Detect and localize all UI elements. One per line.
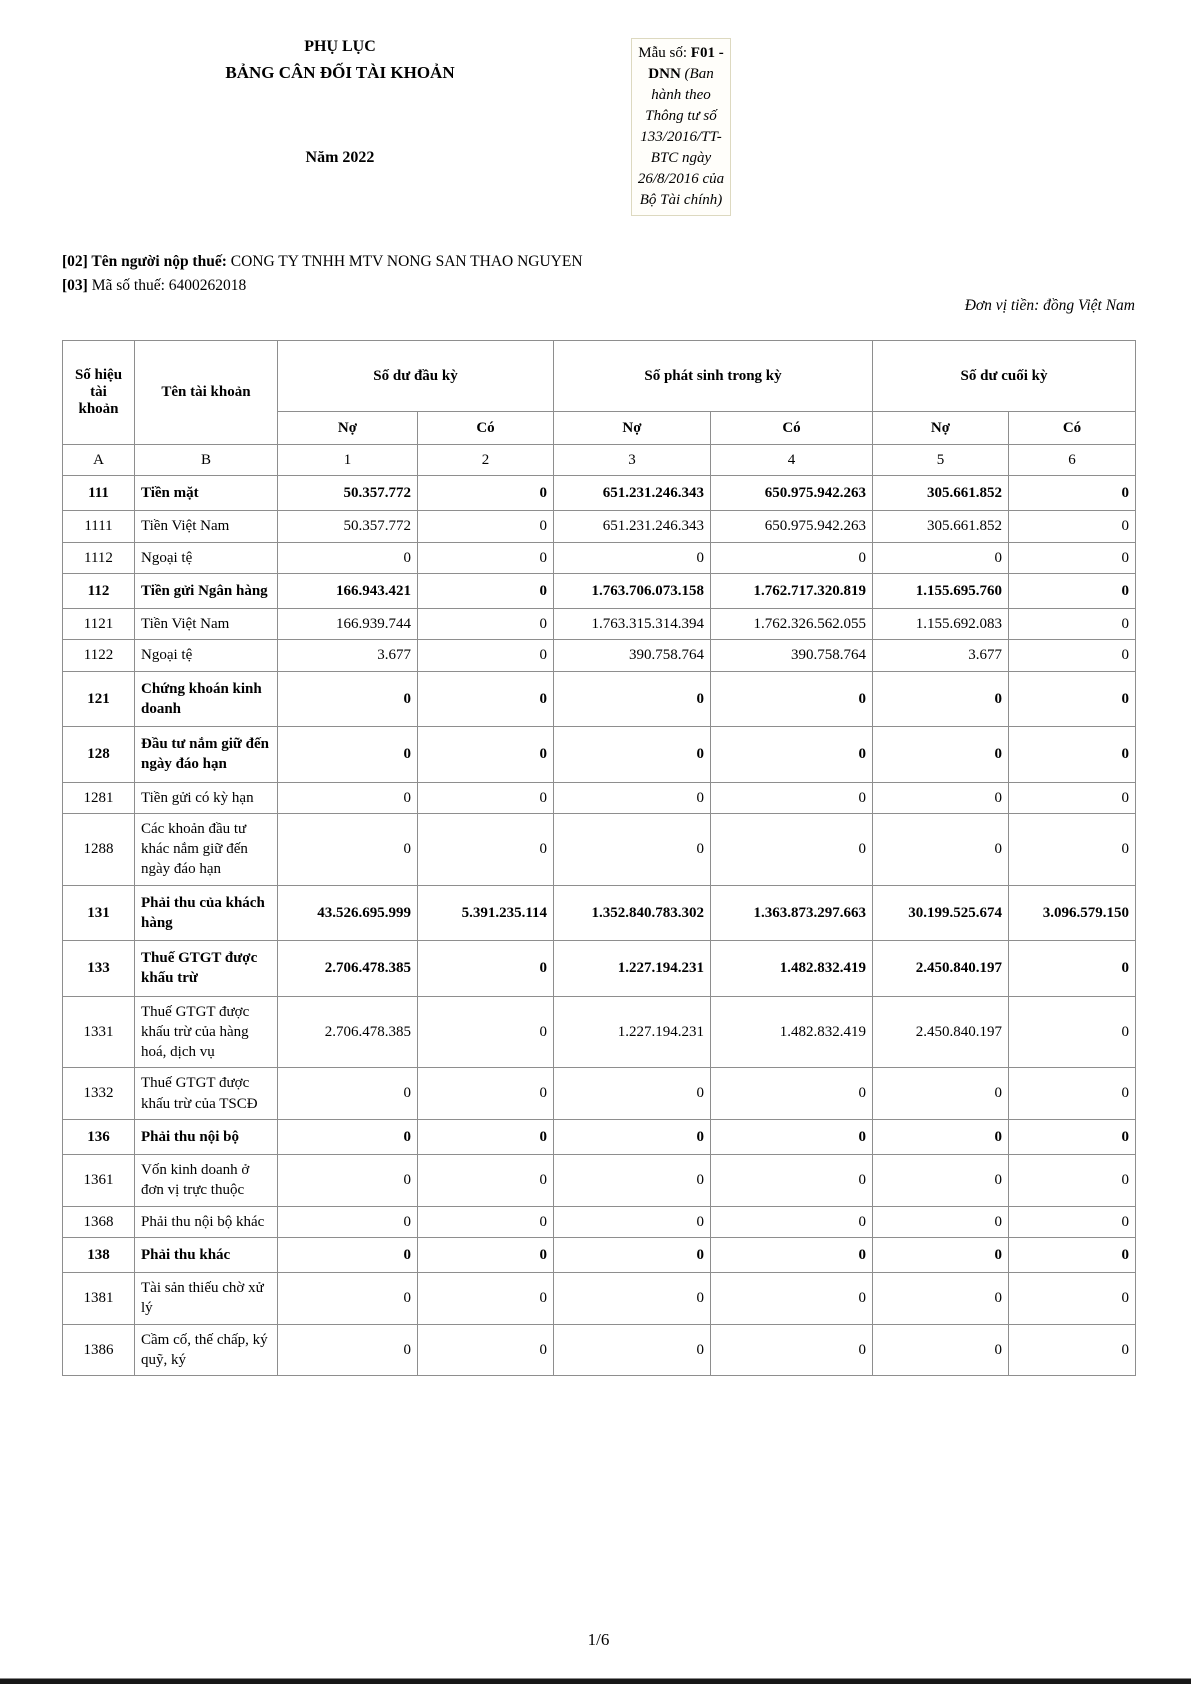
table-row — [63, 511, 1136, 542]
amount-cell: 0 — [873, 813, 1009, 885]
amount-cell: 0 — [418, 1273, 554, 1325]
amount-cell: 1.227.194.231 — [554, 941, 711, 997]
amount-cell: 3.677 — [873, 640, 1009, 671]
amount-cell: 0 — [711, 542, 873, 573]
amount-cell: 0 — [554, 1237, 711, 1272]
amount-cell: 0 — [1009, 1273, 1136, 1325]
column-index: 3 — [554, 445, 711, 476]
amount-cell: 0 — [418, 941, 554, 997]
amount-cell: 0 — [1009, 1237, 1136, 1272]
account-name-cell: Tiền gửi Ngân hàng — [135, 573, 278, 608]
table-row — [63, 1068, 1136, 1120]
amount-cell: 0 — [711, 727, 873, 783]
account-code-cell: 1361 — [63, 1155, 135, 1207]
tax-id-prefix: [03] — [62, 277, 92, 295]
amount-cell: 1.762.717.320.819 — [711, 573, 873, 608]
amount-cell: 0 — [1009, 1324, 1136, 1376]
amount-cell: 1.227.194.231 — [554, 996, 711, 1068]
amount-cell: 0 — [711, 1324, 873, 1376]
account-code-cell: 1121 — [63, 609, 135, 640]
amount-cell: 0 — [873, 671, 1009, 727]
account-table-body — [63, 476, 1136, 1376]
account-code-cell: 128 — [63, 727, 135, 783]
header-credit: Có — [1009, 412, 1136, 445]
amount-cell: 0 — [711, 671, 873, 727]
amount-cell: 0 — [873, 1068, 1009, 1120]
amount-cell: 0 — [1009, 609, 1136, 640]
account-code-cell: 1112 — [63, 542, 135, 573]
amount-cell: 0 — [278, 813, 418, 885]
account-code-cell: 1281 — [63, 782, 135, 813]
amount-cell: 0 — [873, 542, 1009, 573]
header-account-name: Tên tài khoản — [135, 341, 278, 445]
table-row — [63, 609, 1136, 640]
column-index: 1 — [278, 445, 418, 476]
account-code-cell: 1111 — [63, 511, 135, 542]
table-row — [63, 813, 1136, 885]
header-opening-balance: Số dư đầu kỳ — [278, 341, 554, 412]
amount-cell: 2.450.840.197 — [873, 996, 1009, 1068]
amount-cell: 0 — [554, 1273, 711, 1325]
amount-cell: 1.762.326.562.055 — [711, 609, 873, 640]
amount-cell: 0 — [278, 727, 418, 783]
amount-cell: 0 — [278, 1068, 418, 1120]
account-name-cell: Chứng khoán kinh doanh — [135, 671, 278, 727]
tax-id-value: Mã số thuế: 6400262018 — [91, 277, 247, 295]
report-year: Năm 2022 — [305, 149, 375, 166]
amount-cell: 0 — [418, 640, 554, 671]
account-name-cell: Phải thu nội bộ khác — [135, 1206, 278, 1237]
account-code-cell: 133 — [63, 941, 135, 997]
table-row — [63, 1237, 1136, 1272]
taxpayer-info — [62, 250, 583, 298]
table-row — [63, 671, 1136, 727]
amount-cell: 0 — [1009, 941, 1136, 997]
amount-cell: 0 — [554, 782, 711, 813]
amount-cell: 1.482.832.419 — [711, 941, 873, 997]
amount-cell: 0 — [873, 1119, 1009, 1154]
amount-cell: 0 — [278, 1324, 418, 1376]
table-row — [63, 476, 1136, 511]
amount-cell: 0 — [278, 542, 418, 573]
tax-id-line — [62, 274, 583, 298]
account-code-cell: 1122 — [63, 640, 135, 671]
amount-cell: 50.357.772 — [278, 511, 418, 542]
account-code-cell: 1386 — [63, 1324, 135, 1376]
amount-cell: 0 — [1009, 671, 1136, 727]
account-name-cell: Phải thu của khách hàng — [135, 885, 278, 941]
currency-note: Đơn vị tiền: đồng Việt Nam — [964, 297, 1135, 314]
amount-cell: 0 — [873, 1206, 1009, 1237]
header-credit: Có — [418, 412, 554, 445]
column-index: 6 — [1009, 445, 1136, 476]
amount-cell: 0 — [1009, 1068, 1136, 1120]
account-name-cell: Đầu tư nắm giữ đến ngày đáo hạn — [135, 727, 278, 783]
amount-cell: 0 — [418, 727, 554, 783]
amount-cell: 0 — [1009, 573, 1136, 608]
form-number-label: Mẫu số: — [638, 45, 691, 61]
amount-cell: 0 — [711, 1155, 873, 1207]
account-code-cell: 131 — [63, 885, 135, 941]
appendix-label: PHỤ LỤC — [304, 38, 376, 55]
amount-cell: 651.231.246.343 — [554, 511, 711, 542]
form-number-code: F01 - DNN — [648, 45, 724, 82]
account-code-cell: 112 — [63, 573, 135, 608]
amount-cell: 0 — [554, 542, 711, 573]
amount-cell: 305.661.852 — [873, 511, 1009, 542]
account-name-cell: Thuế GTGT được khấu trừ — [135, 941, 278, 997]
account-name-cell: Thuế GTGT được khấu trừ của TSCĐ — [135, 1068, 278, 1120]
table-row — [63, 542, 1136, 573]
amount-cell: 0 — [1009, 1206, 1136, 1237]
amount-cell: 1.763.706.073.158 — [554, 573, 711, 608]
taxpayer-name: CONG TY TNHH MTV NONG SAN THAO NGUYEN — [230, 253, 583, 270]
header-debit: Nợ — [873, 412, 1009, 445]
amount-cell: 0 — [418, 609, 554, 640]
account-name-cell: Phải thu nội bộ — [135, 1119, 278, 1154]
header-debit: Nợ — [278, 412, 418, 445]
amount-cell: 0 — [711, 1119, 873, 1154]
amount-cell: 43.526.695.999 — [278, 885, 418, 941]
amount-cell: 0 — [418, 996, 554, 1068]
header-credit: Có — [711, 412, 873, 445]
amount-cell: 0 — [711, 1237, 873, 1272]
amount-cell: 0 — [1009, 1155, 1136, 1207]
amount-cell: 0 — [554, 671, 711, 727]
account-balance-table — [62, 340, 1136, 1376]
amount-cell: 650.975.942.263 — [711, 476, 873, 511]
amount-cell: 0 — [418, 476, 554, 511]
amount-cell: 0 — [1009, 542, 1136, 573]
amount-cell: 0 — [873, 1273, 1009, 1325]
amount-cell: 0 — [873, 1155, 1009, 1207]
header-period-activity: Số phát sinh trong kỳ — [554, 341, 873, 412]
amount-cell: 0 — [873, 727, 1009, 783]
account-name-cell: Ngoại tệ — [135, 640, 278, 671]
amount-cell: 0 — [418, 1068, 554, 1120]
amount-cell: 0 — [554, 1155, 711, 1207]
amount-cell: 2.450.840.197 — [873, 941, 1009, 997]
account-code-cell: 111 — [63, 476, 135, 511]
amount-cell: 0 — [418, 671, 554, 727]
account-name-cell: Ngoại tệ — [135, 542, 278, 573]
amount-cell: 0 — [554, 1068, 711, 1120]
amount-cell: 0 — [711, 1273, 873, 1325]
amount-cell: 651.231.246.343 — [554, 476, 711, 511]
amount-cell: 0 — [711, 1206, 873, 1237]
amount-cell: 3.677 — [278, 640, 418, 671]
amount-cell: 0 — [1009, 1119, 1136, 1154]
column-index: B — [135, 445, 278, 476]
amount-cell: 166.939.744 — [278, 609, 418, 640]
account-name-cell: Cầm cố, thế chấp, ký quỹ, ký — [135, 1324, 278, 1376]
account-name-cell: Tiền gửi có kỳ hạn — [135, 782, 278, 813]
table-row — [63, 1206, 1136, 1237]
table-row — [63, 1119, 1136, 1154]
amount-cell: 0 — [418, 1155, 554, 1207]
amount-cell: 0 — [873, 1324, 1009, 1376]
table-header-row-index — [63, 445, 1136, 476]
amount-cell: 0 — [418, 813, 554, 885]
amount-cell: 0 — [554, 1324, 711, 1376]
table-row — [63, 573, 1136, 608]
header-debit: Nợ — [554, 412, 711, 445]
table-row — [63, 885, 1136, 941]
amount-cell: 1.155.695.760 — [873, 573, 1009, 608]
account-code-cell: 138 — [63, 1237, 135, 1272]
amount-cell: 0 — [418, 1324, 554, 1376]
account-code-cell: 1331 — [63, 996, 135, 1068]
amount-cell: 2.706.478.385 — [278, 996, 418, 1068]
amount-cell: 5.391.235.114 — [418, 885, 554, 941]
amount-cell: 0 — [418, 542, 554, 573]
header-account-code: Số hiệu tài khoản — [63, 341, 135, 445]
account-name-cell: Tiền Việt Nam — [135, 609, 278, 640]
column-index: 5 — [873, 445, 1009, 476]
page-number: 1/6 — [587, 1630, 610, 1649]
table-row — [63, 782, 1136, 813]
account-code-cell: 136 — [63, 1119, 135, 1154]
bottom-separator — [0, 1678, 1191, 1684]
amount-cell: 0 — [278, 1273, 418, 1325]
amount-cell: 0 — [278, 1206, 418, 1237]
amount-cell: 0 — [1009, 640, 1136, 671]
account-code-cell: 121 — [63, 671, 135, 727]
account-name-cell: Tiền mặt — [135, 476, 278, 511]
column-index: 4 — [711, 445, 873, 476]
amount-cell: 305.661.852 — [873, 476, 1009, 511]
amount-cell: 0 — [418, 511, 554, 542]
title-block — [135, 38, 545, 167]
header-closing-balance: Số dư cuối kỳ — [873, 341, 1136, 412]
amount-cell: 0 — [418, 1206, 554, 1237]
taxpayer-line — [62, 250, 583, 274]
amount-cell: 0 — [278, 1119, 418, 1154]
amount-cell: 1.363.873.297.663 — [711, 885, 873, 941]
account-name-cell: Tài sản thiếu chờ xử lý — [135, 1273, 278, 1325]
amount-cell: 50.357.772 — [278, 476, 418, 511]
form-number-note: (Ban hành theo Thông tư số 133/2016/TT-BTC ngày 26/8/2016 của Bộ Tài chính) — [637, 66, 725, 208]
table-row — [63, 1273, 1136, 1325]
amount-cell: 0 — [1009, 511, 1136, 542]
taxpayer-label: [02] Tên người nộp thuế: — [62, 253, 231, 270]
table-row — [63, 996, 1136, 1068]
table-row — [63, 1155, 1136, 1207]
amount-cell: 0 — [1009, 813, 1136, 885]
amount-cell: 0 — [278, 671, 418, 727]
column-index: 2 — [418, 445, 554, 476]
table-row — [63, 727, 1136, 783]
amount-cell: 2.706.478.385 — [278, 941, 418, 997]
amount-cell: 0 — [1009, 727, 1136, 783]
account-code-cell: 1288 — [63, 813, 135, 885]
account-name-cell: Vốn kinh doanh ở đơn vị trực thuộc — [135, 1155, 278, 1207]
amount-cell: 0 — [873, 1237, 1009, 1272]
amount-cell: 3.096.579.150 — [1009, 885, 1136, 941]
amount-cell: 0 — [1009, 476, 1136, 511]
amount-cell: 0 — [1009, 782, 1136, 813]
amount-cell: 0 — [418, 782, 554, 813]
amount-cell: 0 — [711, 813, 873, 885]
account-code-cell: 1381 — [63, 1273, 135, 1325]
amount-cell: 0 — [418, 573, 554, 608]
amount-cell: 1.482.832.419 — [711, 996, 873, 1068]
table-row — [63, 1324, 1136, 1376]
amount-cell: 0 — [554, 1206, 711, 1237]
amount-cell: 0 — [711, 782, 873, 813]
amount-cell: 0 — [418, 1119, 554, 1154]
amount-cell: 1.352.840.783.302 — [554, 885, 711, 941]
account-name-cell: Các khoản đầu tư khác nắm giữ đến ngày đáo hạn — [135, 813, 278, 885]
amount-cell: 0 — [278, 782, 418, 813]
amount-cell: 0 — [278, 1237, 418, 1272]
account-code-cell: 1368 — [63, 1206, 135, 1237]
account-name-cell: Tiền Việt Nam — [135, 511, 278, 542]
amount-cell: 0 — [873, 782, 1009, 813]
amount-cell: 1.155.692.083 — [873, 609, 1009, 640]
account-name-cell: Thuế GTGT được khấu trừ của hàng hoá, dịch vụ — [135, 996, 278, 1068]
amount-cell: 0 — [1009, 996, 1136, 1068]
account-code-cell: 1332 — [63, 1068, 135, 1120]
amount-cell: 390.758.764 — [554, 640, 711, 671]
account-name-cell: Phải thu khác — [135, 1237, 278, 1272]
amount-cell: 0 — [278, 1155, 418, 1207]
amount-cell: 166.943.421 — [278, 573, 418, 608]
amount-cell: 650.975.942.263 — [711, 511, 873, 542]
table-header-row-groups — [63, 341, 1136, 412]
amount-cell: 1.763.315.314.394 — [554, 609, 711, 640]
amount-cell: 0 — [418, 1237, 554, 1272]
column-index: A — [63, 445, 135, 476]
table-row — [63, 640, 1136, 671]
table-row — [63, 941, 1136, 997]
page-title: BẢNG CÂN ĐỐI TÀI KHOẢN — [225, 63, 455, 82]
amount-cell: 0 — [711, 1068, 873, 1120]
amount-cell: 0 — [554, 727, 711, 783]
amount-cell: 0 — [554, 1119, 711, 1154]
amount-cell: 390.758.764 — [711, 640, 873, 671]
form-number-box — [631, 38, 731, 216]
amount-cell: 0 — [554, 813, 711, 885]
amount-cell: 30.199.525.674 — [873, 885, 1009, 941]
